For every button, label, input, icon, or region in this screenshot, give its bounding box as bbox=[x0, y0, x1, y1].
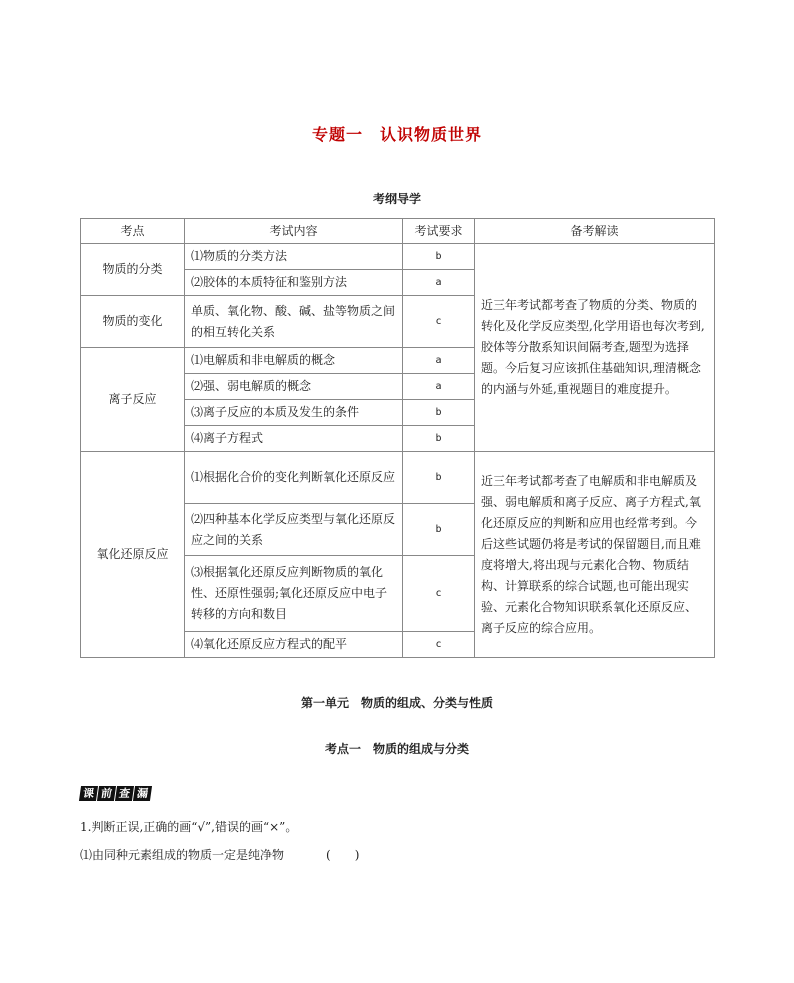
badge-char: 查 bbox=[115, 786, 134, 801]
section-subtitle: 考纲导学 bbox=[372, 192, 421, 206]
page-title: 专题一 认识物质世界 bbox=[311, 125, 482, 144]
requirement-cell: b bbox=[403, 504, 475, 556]
point-title: 考点一 物质的组成与分类 bbox=[324, 742, 469, 756]
review-badge bbox=[80, 786, 151, 801]
header-content: 考试内容 bbox=[185, 219, 403, 244]
requirement-cell: c bbox=[403, 632, 475, 658]
table-row bbox=[81, 244, 715, 270]
topic-cell: 氧化还原反应 bbox=[81, 452, 185, 658]
content-cell: ⑵四种基本化学反应类型与氧化还原反应之间的关系 bbox=[185, 504, 403, 556]
content-cell: ⑵胶体的本质特征和鉴别方法 bbox=[185, 270, 403, 296]
badge-char: 前 bbox=[97, 786, 116, 801]
content-cell: ⑴根据化合价的变化判断氧化还原反应 bbox=[185, 452, 403, 504]
reading-cell bbox=[475, 452, 715, 658]
requirement-cell: a bbox=[403, 374, 475, 400]
requirement-cell: c bbox=[403, 296, 475, 348]
content-cell: ⑷离子方程式 bbox=[185, 426, 403, 452]
requirement-cell: b bbox=[403, 400, 475, 426]
content-cell: ⑷氧化还原反应方程式的配平 bbox=[185, 632, 403, 658]
requirement-cell: c bbox=[403, 556, 475, 632]
reading-paragraph-1: 近三年考试都考查了物质的分类、物质的转化及化学反应类型,化学用语也每次考到,胶体等分散系知识间隔考查,题型为选择题。今后复习应该抓住基础知识,理清概念的内涵与外延,重视题目的难度提升。 bbox=[481, 298, 705, 396]
topic-cell: 离子反应 bbox=[81, 348, 185, 452]
requirement-cell: b bbox=[403, 452, 475, 504]
header-requirement: 考试要求 bbox=[403, 219, 475, 244]
header-reading: 备考解读 bbox=[475, 219, 715, 244]
content-cell: ⑴电解质和非电解质的概念 bbox=[185, 348, 403, 374]
question-1-item-1 bbox=[80, 846, 359, 863]
topic-cell: 物质的变化 bbox=[81, 296, 185, 348]
content-cell: 单质、氧化物、酸、碱、盐等物质之间的相互转化关系 bbox=[185, 296, 403, 348]
table-row bbox=[81, 452, 715, 504]
requirement-cell: b bbox=[403, 426, 475, 452]
requirement-cell: b bbox=[403, 244, 475, 270]
content-cell: ⑶离子反应的本质及发生的条件 bbox=[185, 400, 403, 426]
header-topic: 考点 bbox=[81, 219, 185, 244]
badge-char: 漏 bbox=[133, 786, 152, 801]
unit-title: 第一单元 物质的组成、分类与性质 bbox=[300, 696, 493, 710]
question-1: 1.判断正误,正确的画“√”,错误的画“×”。 bbox=[80, 820, 298, 834]
requirement-cell: a bbox=[403, 270, 475, 296]
reading-cell bbox=[475, 244, 715, 452]
badge-char: 课 bbox=[79, 786, 98, 801]
content-cell: ⑵强、弱电解质的概念 bbox=[185, 374, 403, 400]
topic-cell: 物质的分类 bbox=[81, 244, 185, 296]
reading-paragraph-2: 近三年考试都考查了电解质和非电解质及强、弱电解质和离子反应、离子方程式,氧化还原反应的判断和应用也经常考到。今后这些试题仍将是考试的保留题目,而且难度将增大,将出现与元素化合物、物质结构、计算联系的综合试题,也可能出现实验、元素化合物知识联系氧化还原反应、离子反应的综合应用。 bbox=[481, 473, 701, 635]
question-1-item-1-text: ⑴由同种元素组成的物质一定是纯净物 bbox=[80, 848, 285, 862]
exam-outline-table bbox=[80, 218, 715, 658]
content-cell: ⑶根据氧化还原反应判断物质的氧化性、还原性强弱;氧化还原反应中电子转移的方向和数目 bbox=[185, 556, 403, 632]
requirement-cell: a bbox=[403, 348, 475, 374]
table-header-row bbox=[81, 219, 715, 244]
content-cell: ⑴物质的分类方法 bbox=[185, 244, 403, 270]
answer-bracket[interactable]: ( ) bbox=[326, 848, 360, 862]
